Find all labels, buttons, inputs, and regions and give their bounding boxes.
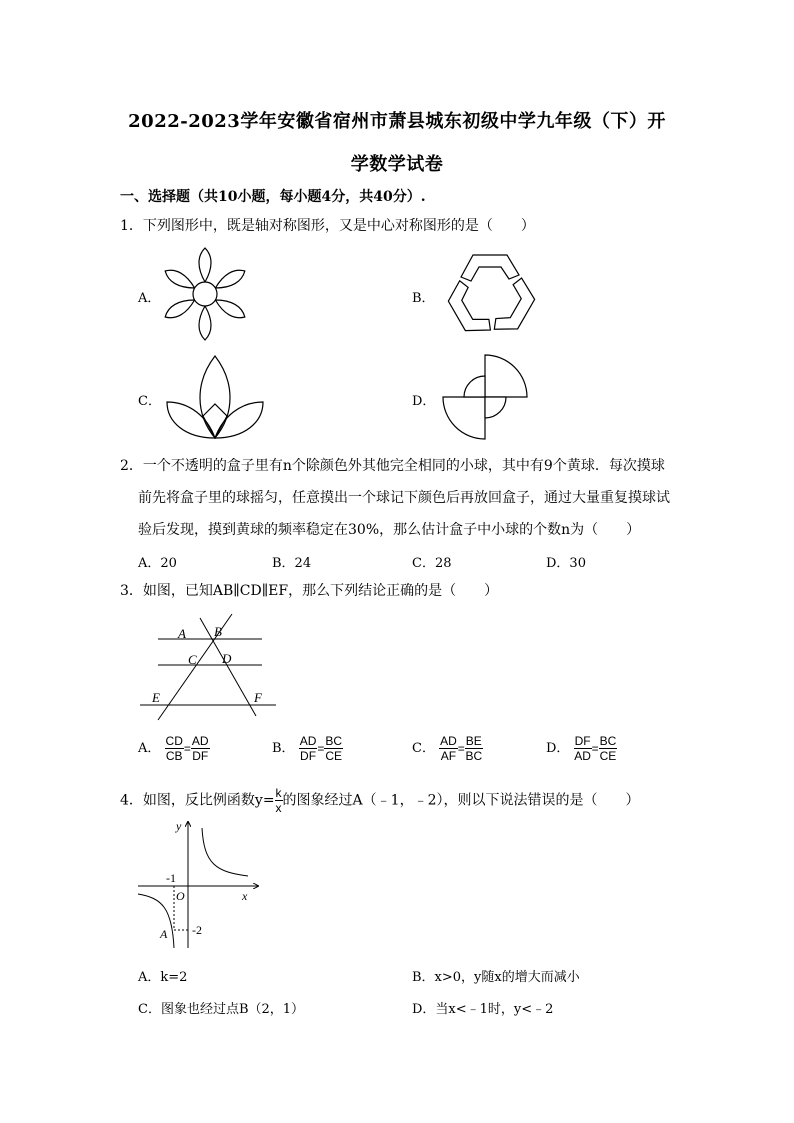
q3-option-d-fraction2: $\frac{BC}{CE}$ [599, 734, 617, 763]
q1-option-b-label: B． [412, 291, 435, 306]
q2-stem-line3: 验后发现，摸到黄球的频率稳定在30%，那么估计盒子中小球的个数n为（ ） [138, 522, 641, 538]
q2-option-c: C．28 [412, 556, 452, 571]
q2-stem-line1: 2．一个不透明的盒子里有n个除颜色外其他完全相同的小球，其中有9个黄球．每次摸球 [120, 458, 665, 474]
q4-origin-label: O [176, 889, 185, 903]
q2-option-a: A．20 [138, 556, 177, 571]
q2-stem-line2: 前先将盒子里的球摇匀，任意摸出一个球记下颜色后再放回盒子，通过大量重复摸球试 [138, 490, 670, 506]
q1-figure-b-three-part-hexagon [440, 250, 542, 338]
q4-option-c: C．图象也经过点B（2，1） [138, 1002, 305, 1017]
q4-option-b: B．x>0，y随x的增大而减小 [412, 970, 580, 985]
q3-label-d: D [222, 651, 232, 666]
q1-figure-c-lotus [165, 354, 265, 440]
q4-point-a-label: A [160, 927, 168, 941]
q3-option-d-label: D． [546, 741, 570, 756]
q1-option-c-label: C． [138, 394, 161, 409]
page-title-line1: 2022-2023学年安徽省宿州市萧县城东初级中学九年级（下）开 [128, 111, 666, 132]
q3-option-a-fraction2: $\frac{AD}{DF}$ [191, 734, 209, 763]
q3-option-c-fraction2: $\frac{BE}{BC}$ [465, 734, 483, 763]
q1-figure-d-pinwheel [440, 352, 530, 442]
q3-option-b-label: B． [272, 741, 295, 756]
q3-stem: 3．如图，已知AB∥CD∥EF，那么下列结论正确的是（ ） [120, 583, 499, 599]
q4-stem: 4．如图，反比例函数y= $\frac{k}{x}$ 的图象经过A（﹣1，﹣2），则以下说法错误的是（ ） [120, 786, 640, 815]
q4-tick-neg2: -2 [192, 923, 202, 937]
q3-option-b-fraction2: $\frac{BC}{CE}$ [325, 734, 343, 763]
q3-option-a: A． $\frac{CD}{CB}$ = $\frac{AD}{DF}$ [138, 734, 209, 763]
q3-option-b: B． $\frac{AD}{DF}$ = $\frac{BC}{CE}$ [272, 734, 343, 763]
q1-option-d-label: D． [412, 394, 436, 409]
page-title-line2: 学数学试卷 [350, 154, 444, 175]
q3-option-b-fraction1: $\frac{AD}{DF}$ [299, 734, 317, 763]
q3-label-f: F [254, 690, 262, 705]
q3-label-e: E [152, 690, 160, 705]
q4-axis-x-label: x [242, 889, 248, 903]
q3-label-c: C [188, 652, 197, 667]
q1-stem: 1．下列图形中，既是轴对称图形，又是中心对称图形的是（ ） [120, 218, 535, 234]
q1-option-a-label: A． [138, 291, 161, 306]
q2-option-b: B．24 [272, 556, 312, 571]
q4-figure-hyperbola-graph [136, 818, 266, 952]
section-heading: 一、选择题（共10小题，每小题4分，共40分）. [120, 189, 426, 205]
q4-fraction-k-over-x: $\frac{k}{x}$ [275, 786, 282, 815]
q3-figure-parallel-lines [138, 612, 270, 722]
q3-option-a-fraction1: $\frac{CD}{CB}$ [165, 734, 183, 763]
q3-option-c-label: C． [412, 741, 435, 756]
q4-option-a: A．k=2 [138, 970, 188, 985]
q2-option-d: D．30 [546, 556, 586, 571]
q3-label-b: B [214, 624, 222, 639]
q3-label-a: A [178, 626, 186, 641]
q3-option-d: D． $\frac{DF}{AD}$ = $\frac{BC}{CE}$ [546, 734, 617, 763]
q4-option-d: D．当x<﹣1时，y<﹣2 [412, 1002, 554, 1017]
q4-axis-y-label: y [176, 819, 182, 833]
q3-option-a-label: A． [138, 741, 161, 756]
q3-option-c: C． $\frac{AD}{AF}$ = $\frac{BE}{BC}$ [412, 734, 483, 763]
q1-figure-a-flower [160, 246, 252, 344]
q4-tick-neg1: -1 [166, 871, 176, 885]
q3-option-d-fraction1: $\frac{DF}{AD}$ [574, 734, 591, 763]
q3-option-c-fraction1: $\frac{AD}{AF}$ [440, 734, 457, 763]
